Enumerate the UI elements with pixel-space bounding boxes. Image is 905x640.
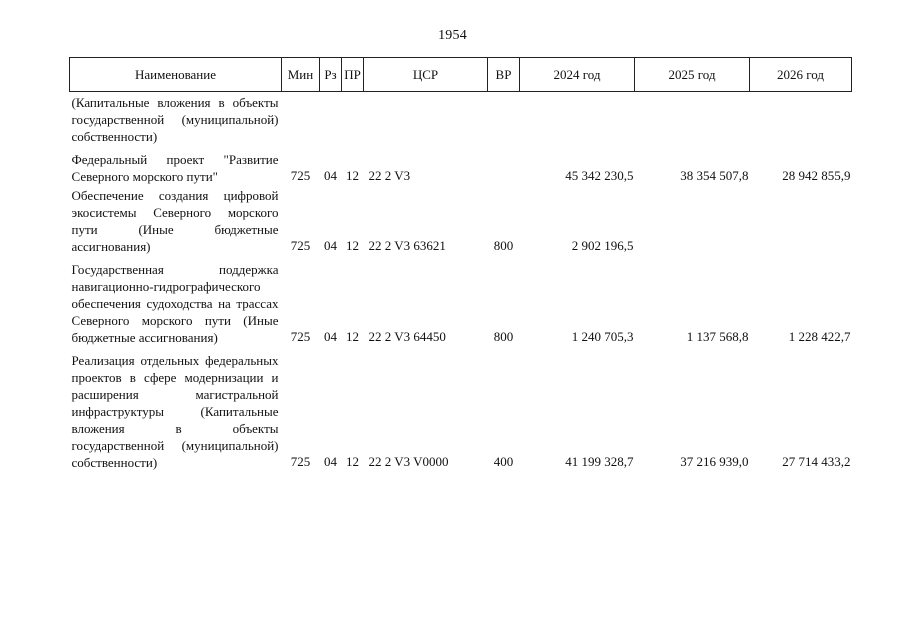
row-name: (Капитальные вложения в объекты государственной (муниципальной) собственности) — [71, 95, 279, 144]
row-rz: 04 — [324, 454, 337, 469]
row-2024: 45 342 230,5 — [565, 168, 634, 183]
header-2025: 2025 год — [635, 58, 750, 92]
header-row — [70, 58, 852, 92]
table-row — [70, 149, 852, 185]
header-min: Мин — [282, 58, 320, 92]
budget-table — [69, 57, 852, 471]
page-number: 1954 — [438, 28, 467, 43]
header-rz: Рз — [320, 58, 342, 92]
row-2025: 1 137 568,8 — [686, 329, 749, 344]
row-2024: 41 199 328,7 — [565, 454, 634, 469]
row-2026: 28 942 855,9 — [782, 168, 851, 183]
header-vr: ВР — [488, 58, 520, 92]
row-2025 — [635, 185, 750, 255]
row-min: 725 — [290, 329, 311, 344]
row-vr — [488, 149, 520, 185]
row-2024: 1 240 705,3 — [571, 329, 634, 344]
table-row — [70, 350, 852, 471]
header-2026: 2026 год — [750, 58, 852, 92]
row-rz: 04 — [324, 329, 337, 344]
row-2025: 37 216 939,0 — [680, 454, 749, 469]
row-min: 725 — [290, 238, 311, 253]
row-name: Государственная поддержка навигационно-гидрографического обеспечения судоходства на трассах Северного морского пути (Иные бюджетные ассигнования) — [71, 262, 279, 345]
row-min: 725 — [290, 454, 311, 469]
row-csr: 22 2 V3 — [368, 168, 411, 183]
table-body — [70, 92, 852, 472]
row-csr: 22 2 V3 V0000 — [368, 454, 449, 469]
row-2024 — [520, 92, 635, 146]
row-2025 — [635, 92, 750, 146]
row-name: Реализация отдельных федеральных проектов в сфере модернизации и расширения магистральной инфраструктуры (Капитальные вложения в объекты государственной (муниципальной) собственности) — [71, 353, 279, 470]
row-2026 — [750, 92, 852, 146]
row-vr: 400 — [493, 454, 514, 469]
row-name: Федеральный проект "Развитие Северного морского пути" — [71, 152, 279, 184]
row-min — [282, 92, 320, 146]
row-csr: 22 2 V3 64450 — [368, 329, 446, 344]
row-rz — [320, 92, 342, 146]
table-header — [70, 58, 852, 92]
row-pr: 12 — [346, 168, 359, 183]
row-pr: 12 — [346, 454, 359, 469]
row-2026: 1 228 422,7 — [788, 329, 851, 344]
header-pr: ПР — [342, 58, 364, 92]
row-2024: 2 902 196,5 — [571, 238, 634, 253]
row-min: 725 — [290, 168, 311, 183]
header-name: Наименование — [70, 58, 282, 92]
table-row — [70, 185, 852, 255]
row-vr: 800 — [493, 238, 514, 253]
row-pr — [342, 92, 364, 146]
table-row — [70, 259, 852, 346]
row-pr: 12 — [346, 238, 359, 253]
row-vr: 800 — [493, 329, 514, 344]
row-csr — [364, 92, 488, 146]
header-csr: ЦСР — [364, 58, 488, 92]
table-row — [70, 92, 852, 146]
row-vr — [488, 92, 520, 146]
row-2025: 38 354 507,8 — [680, 168, 749, 183]
row-2026 — [750, 185, 852, 255]
row-csr: 22 2 V3 63621 — [368, 238, 446, 253]
row-rz: 04 — [324, 238, 337, 253]
row-2026: 27 714 433,2 — [782, 454, 851, 469]
row-name: Обеспечение создания цифровой экосистемы Северного морского пути (Иные бюджетные ассигнования) — [71, 188, 279, 254]
row-rz: 04 — [324, 168, 337, 183]
header-2024: 2024 год — [520, 58, 635, 92]
row-pr: 12 — [346, 329, 359, 344]
